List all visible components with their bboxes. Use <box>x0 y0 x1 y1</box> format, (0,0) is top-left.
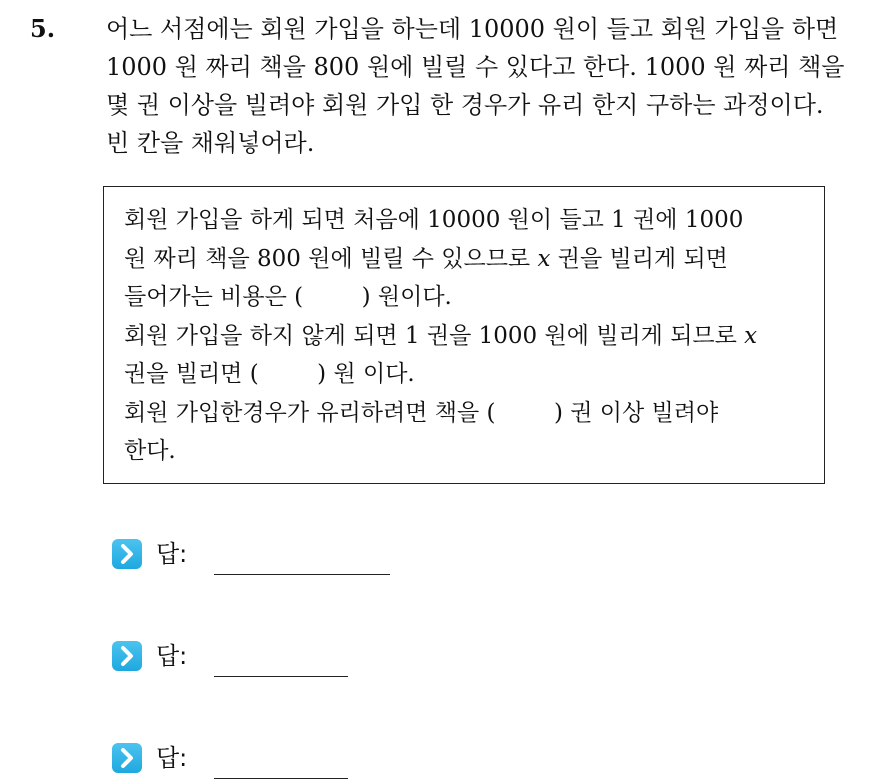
chevron-right-icon <box>112 641 142 671</box>
box-line <box>124 317 814 356</box>
question-text <box>106 10 866 162</box>
answer-row <box>112 638 432 678</box>
answer-row <box>112 536 432 576</box>
variable-x: x <box>537 245 551 272</box>
answer-label: 답: <box>156 642 188 670</box>
chevron-right-icon <box>112 743 142 773</box>
answer-row <box>112 740 432 780</box>
box-line <box>124 240 814 279</box>
question-number: 5. <box>30 14 56 43</box>
answer-label: 답: <box>156 744 188 772</box>
answer-label: 답: <box>156 540 188 568</box>
box-line: 회원 가입한경우가 유리하려면 책을 ( ) 권 이상 빌려야 <box>124 399 719 426</box>
answer-blank[interactable] <box>214 778 348 779</box>
box-line: 한다. <box>124 438 176 464</box>
box-text-segment: 원 짜리 책을 800 원에 빌릴 수 있으므로 <box>124 245 538 272</box>
chevron-right-icon <box>112 539 142 569</box>
answer-blank[interactable] <box>214 574 390 575</box>
fill-in-box <box>103 186 825 484</box>
box-line: 권을 빌리면 ( ) 원 이다. <box>124 361 415 387</box>
question-line: 1000 원 짜리 책을 800 원에 빌릴 수 있다고 한다. 1000 원 짜리 책을 <box>106 53 845 81</box>
answer-blank[interactable] <box>214 676 348 677</box>
box-text-segment: 회원 가입을 하지 않게 되면 1 권을 1000 원에 빌리게 되므로 <box>124 322 745 349</box>
variable-x: x <box>744 322 758 349</box>
fill-in-text <box>124 201 814 471</box>
question-line: 어느 서점에는 회원 가입을 하는데 10000 원이 들고 회원 가입을 하면 <box>106 15 839 43</box>
box-text-segment: 권을 빌리게 되면 <box>550 245 728 272</box>
question-line: 빈 칸을 채워넣어라. <box>106 129 315 157</box>
box-line: 들어가는 비용은 ( ) 원이다. <box>124 284 452 310</box>
question-line: 몇 권 이상을 빌려야 회원 가입 한 경우가 유리 한지 구하는 과정이다. <box>106 91 824 119</box>
box-line: 회원 가입을 하게 되면 처음에 10000 원이 들고 1 권에 1000 <box>124 207 744 233</box>
